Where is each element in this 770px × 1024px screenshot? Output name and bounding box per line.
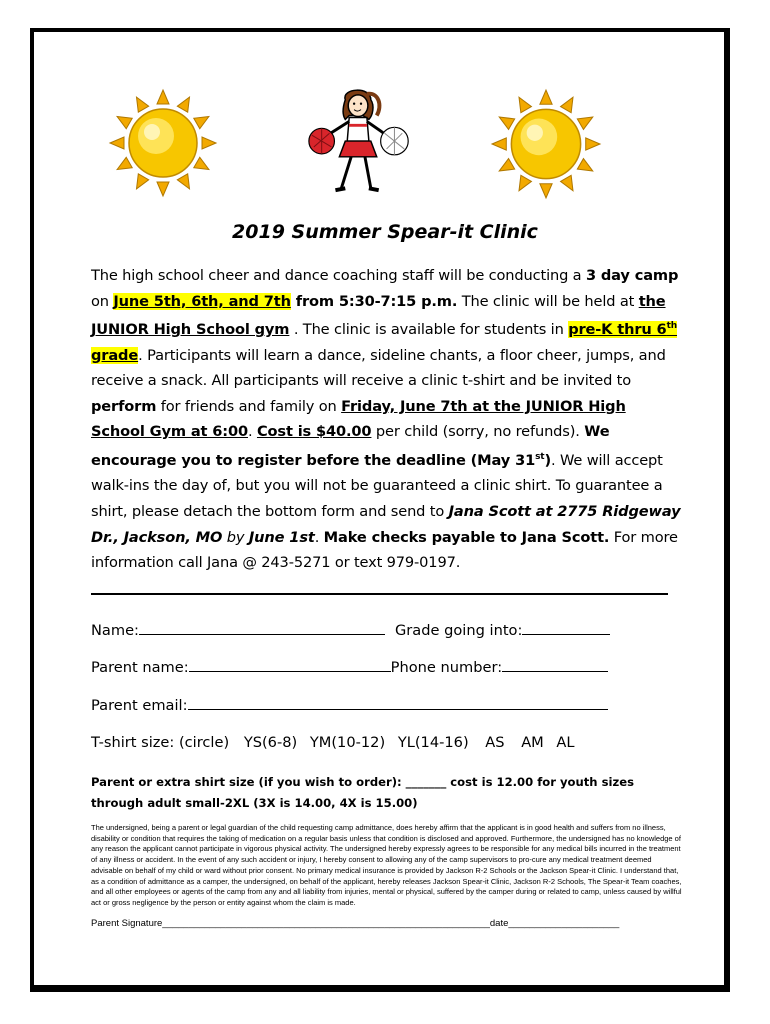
text: . We will accept walk-ins the day of, but you will not be guaranteed a clinic shirt. To guarantee a shirt, please detach the bottom form and send to [91, 451, 663, 521]
grade-field[interactable] [522, 620, 610, 635]
size-option-am[interactable]: AM [521, 734, 544, 751]
phone-label: Phone number: [390, 659, 503, 676]
superscript: th [666, 321, 677, 332]
camp-length: 3 day camp [585, 267, 679, 284]
parent-name-field[interactable] [189, 657, 391, 672]
text: for friends and family on [156, 397, 342, 415]
name-row [91, 620, 610, 639]
text: . [247, 423, 257, 441]
camp-location: the JUNIOR High School gym [91, 292, 666, 339]
extra-shirt-label: Parent or extra shirt size (if you wish to order): [91, 775, 406, 789]
size-option-yl[interactable]: YL(14-16) [397, 734, 469, 751]
parent-name-label: Parent name: [91, 659, 189, 676]
superscript: st [535, 452, 545, 463]
pom-right [381, 127, 409, 155]
perform-word: perform [91, 397, 157, 415]
check-payable: Make checks payable to Jana Scott. [323, 528, 610, 546]
parent-name-row [91, 657, 608, 676]
size-option-as[interactable]: AS [485, 734, 505, 751]
extra-shirt-note [91, 772, 681, 814]
performance-date: Friday, June 7th at the JUNIOR High School Gym at 6:00 [91, 397, 626, 441]
size-option-ym[interactable]: YM(10-12) [309, 734, 386, 751]
detach-line [91, 593, 668, 595]
signature-label: Parent Signature [91, 918, 163, 929]
shirt-size-label: T-shirt size: (circle) [91, 734, 230, 751]
sun-icon-left [108, 88, 218, 198]
text: The clinic will be held at [457, 292, 639, 310]
date-field[interactable]: _____________________ [508, 918, 620, 929]
date-label: date [489, 918, 509, 929]
page-title: 2019 Summer Spear-it Clinic [232, 221, 538, 243]
signature-field[interactable]: ______________________________________________________________ [162, 918, 490, 929]
contact-info: For more information call Jana @ 243-5271 or text 979-0197. [91, 528, 678, 572]
text: by [222, 528, 249, 546]
shirt-size-row [91, 734, 575, 751]
size-option-ys[interactable]: YS(6-8) [243, 734, 298, 751]
clinic-description [91, 263, 681, 576]
description-paragraph [91, 263, 681, 576]
text: . Participants will learn a dance, sideline chants, a floor cheer, jumps, and receive a snack. All participants will receive a clinic t-shirt and be invited to [91, 346, 666, 390]
liability-waiver: The undersigned, being a parent or legal guardian of the child requesting camp admittance, does hereby affirm that the applicant is in good health and suffers from no illness, disability or condition that requires the taking of medication on a regular basis unless that condition is disclosed and approved. Furthermore, the undersigned has no knowledge of any reason the applicant cannot participate in vigorous physical activity. The undersigned hereby expressly agrees to be responsible for any medical bills incurred in the treatment of any illness or accident. In the event of any such accident or injury, I hereby consent to allowing any of the camp supervisors to pro-cure any medical treatment deemed advisable on behalf of my child or ward without prior consent. No primary medical insurance is provided by Jackson R-2 Schools or the Jackson Spear-it Clinic. I understand that, as a condition of admittance as a camper, the undersigned, on behalf of the applicant, hereby releases Jackson Spear-it Clinic, Jackson R-2 Schools, The Spear-it Team coaches, and all other employees or agents of the camp from any and all liability from injuries, mental or physical, suffered by the camper during or related to camp, unless caused by willful act or gross negligence by the person or entity against whom the claim is made. [91, 823, 682, 907]
size-option-al[interactable]: AL [556, 734, 575, 751]
parent-email-label: Parent email: [91, 697, 188, 714]
signature-row [91, 918, 681, 929]
grade-word: grade [91, 346, 139, 364]
phone-field[interactable] [502, 657, 608, 672]
camp-dates: June 5th, 6th, and 7th [113, 292, 291, 310]
cost: Cost is $40.00 [256, 423, 372, 441]
text: . The clinic is available for students in [289, 321, 569, 339]
grade-range-text: pre-K thru 6 [568, 321, 667, 339]
mail-deadline: June 1st [248, 528, 315, 546]
parent-email-row [91, 695, 608, 714]
grade-label: Grade going into: [394, 622, 523, 639]
extra-shirt-cost: cost is 12.00 for youth sizes through adult small-2XL (3X is 14.00, 4X is 15.00) [91, 775, 634, 810]
deadline-close: ) [544, 451, 551, 469]
mail-address: Jana Scott at 2775 Ridgeway Dr., Jackson, MO [91, 503, 681, 546]
camp-time: from 5:30-7:15 p.m. [290, 292, 458, 310]
text: on [91, 292, 114, 310]
text: per child (sorry, no refunds). [371, 423, 585, 441]
text: . [314, 528, 324, 546]
pom-left [309, 128, 335, 154]
name-field[interactable] [139, 620, 385, 635]
parent-email-field[interactable] [188, 695, 608, 710]
deadline-text: We encourage you to register before the deadline (May 31 [91, 423, 610, 469]
sun-icon-right [490, 88, 602, 200]
text: The high school cheer and dance coaching staff will be conducting a [91, 267, 586, 284]
name-label: Name: [91, 622, 139, 639]
extra-shirt-field[interactable]: _______ [405, 775, 447, 789]
cheerleader-icon [302, 86, 420, 204]
